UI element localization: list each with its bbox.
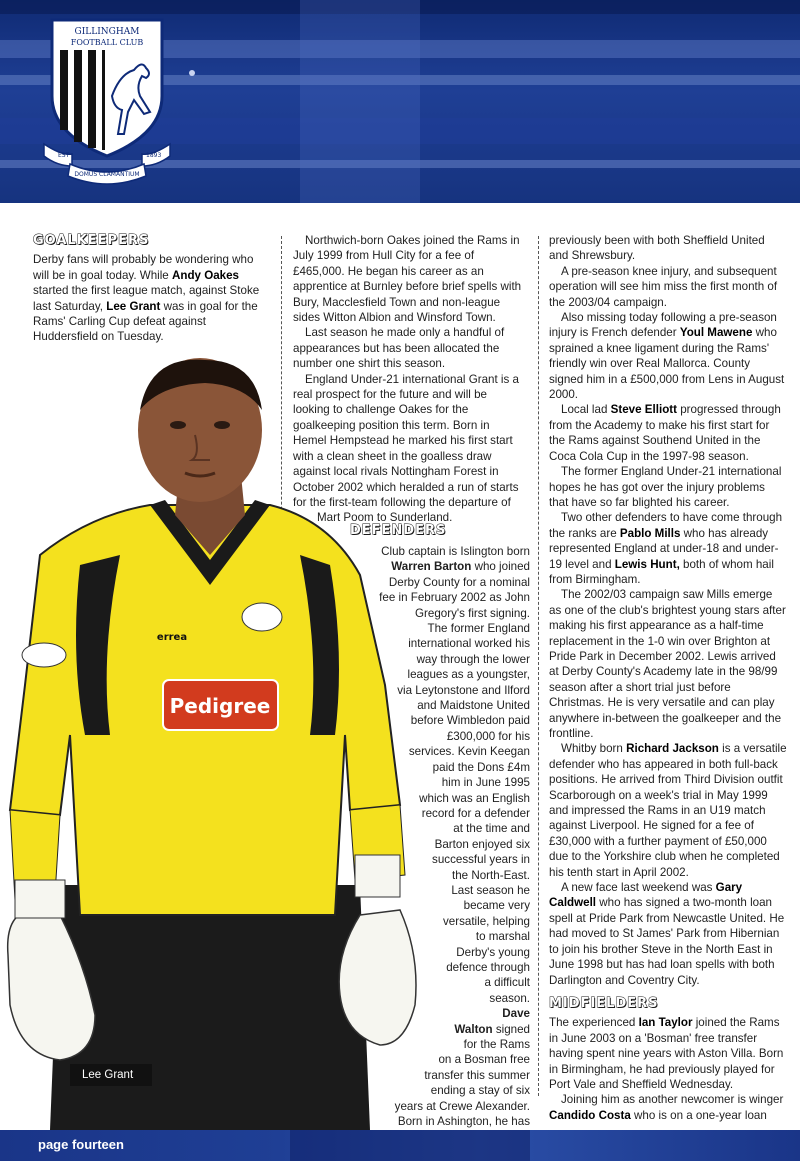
kit-brand-logo: errea [156, 632, 188, 643]
defenders-line: international worked his [408, 637, 530, 651]
defenders-line: at the time and [453, 822, 530, 836]
paragraph: Two other defenders to have come through the ranks are Pablo Mills who has already represented England at under-18 and under-19 level and Lewis Hunt, both of whom hail from Birmingham. [549, 511, 783, 586]
defenders-line: Barton enjoyed six [434, 837, 530, 851]
defenders-line: Club captain is Islington born [381, 545, 530, 558]
paragraph: previously been with both Sheffield United and Shrewsbury. [549, 234, 765, 263]
page-number: page fourteen [38, 1137, 124, 1152]
defenders-line: services. Kevin Keegan [408, 745, 530, 759]
defenders-line: defence through [446, 960, 530, 974]
paragraph: Also missing today following a pre-season injury is French defender Youl Mawene who sprained a knee ligament during the Rams' friendly win over Real Mallorca. County signed him in a £500,000 from Lens in August 2000. [549, 311, 785, 402]
header-banner [0, 0, 800, 203]
goalkeepers-heading: GOALKEEPERS [33, 233, 150, 248]
midfielders-heading: MIDFIELDERS [549, 995, 659, 1011]
defenders-line: him in June 1995 [441, 776, 530, 790]
defenders-line: became very [463, 899, 530, 913]
defenders-line: leagues as a youngster, [407, 668, 530, 682]
defenders-line: and Maidstone United [417, 699, 530, 713]
defenders-line: the North-East. [452, 868, 530, 882]
defenders-line: The former England [427, 622, 530, 636]
svg-text:1893: 1893 [146, 152, 162, 159]
defenders-line: ending a stay of six [430, 1084, 530, 1098]
defenders-line: Gregory's first signing. [415, 606, 530, 620]
defenders-continued [549, 233, 787, 1123]
paragraph: England Under-21 international Grant is a real prospect for the future and will be looking to challenge Oakes for the goalkeeping position this term. Born in Hemel Hempstead he marked his first start with a clean sheet in the goalless draw against local rivals Nottingham Forest in October 2002 which heralded a run of starts for the first-team following the departure of [293, 372, 519, 509]
defenders-line: Derby's young [456, 945, 530, 959]
svg-text:DOMUS CLAMANTIUM: DOMUS CLAMANTIUM [74, 171, 140, 178]
paragraph: A new face last weekend was Gary Caldwell who has signed a two-month loan spell at Pride Park from Newcastle United. He had moved to St James' Park from Hibernian to join his brother Steve in the North East in June 1998 but has had loan spells with both Darlington and Coventry City. [549, 881, 785, 987]
paragraph: The 2002/03 campaign saw Mills emerge as one of the club's brightest young stars after making his first appearance as a half-time replacement in the 1-0 win over Brighton at Pride Park in December 2002. Lewis arrived at Derby County's Academy late in the 98/99 season after a short trial just before Christmas. He is very versatile and can play anywhere in-between the goalkeeper and the frontline. [549, 588, 786, 740]
defenders-line: years at Crewe Alexander. [394, 1099, 530, 1113]
paragraph: Local lad Steve Elliott progressed through from the Academy to make his first start for the Rams against Southend United in the Coca Cola Cup in the 1997-98 season. [549, 403, 781, 463]
paragraph: A pre-season knee injury, and subsequent operation will see him miss the first month of the 2003/04 campaign. [549, 264, 778, 309]
defenders-line: way through the lower [416, 652, 530, 666]
defenders-line: a difficult [484, 976, 530, 990]
defenders-line: for the Rams [463, 1038, 530, 1051]
defenders-line: £300,000 for his [446, 729, 530, 743]
paragraph: Last season he made only a handful of appearances but has been allocated the number one shirt this season. [293, 326, 505, 371]
svg-text:Pedigree: Pedigree [169, 694, 271, 718]
defenders-line: versatile, helping [442, 914, 530, 928]
defenders-line: paid the Dons £4m [432, 760, 530, 774]
page-footer [0, 1130, 800, 1161]
sponsor-logo [163, 680, 278, 730]
svg-text:FOOTBALL CLUB: FOOTBALL CLUB [70, 38, 144, 47]
svg-text:EST: EST [58, 152, 70, 159]
defenders-line: record for a defender [421, 806, 530, 820]
paragraph: Whitby born Richard Jackson is a versatile defender who has appeared in both full-back positions. He arrived from Third Division outfit Scarborough on a week's trial in May 1999 and impressed the Rams in an U19 match against Liverpool. He signed for a fee of £30,000 with a further payment of £50,000 due to the Yorkshire club when he completed his tenth start in April 2002. [549, 742, 787, 879]
defenders-line: successful years in [432, 853, 530, 867]
club-badge-icon [242, 603, 282, 631]
defenders-line: Born in Ashington, he has [397, 1115, 530, 1129]
defenders-line: Dave [502, 1007, 530, 1021]
paragraph: The experienced Ian Taylor joined the Rams in June 2003 on a 'Bosman' free transfer having spent nine years with Aston Villa. Born in Birmingham, he had previously played for Port Vale and Sheffield Wednesday. [549, 1016, 784, 1091]
photo-caption: Lee Grant [70, 1064, 152, 1086]
defenders-line: which was an English [419, 791, 530, 805]
paragraph: Mart Poom to Sunderland. [317, 511, 453, 525]
player-photo [0, 355, 430, 1130]
sleeve-badge-icon [22, 643, 66, 667]
club-crest-logo [42, 16, 172, 188]
defenders-heading: DEFENDERS [350, 523, 447, 538]
defenders-line: season. [489, 991, 530, 1005]
goalkeepers-section [33, 233, 265, 345]
defenders-line: Last season he [451, 883, 530, 897]
defenders-line: to marshal [475, 930, 530, 944]
defenders-line: Warren Barton who joined [391, 560, 530, 574]
defenders-line: via Leytonstone and Ilford [397, 683, 530, 697]
paragraph: The former England Under-21 international hopes he has got over the injury problems that have so far blighted his career. [549, 465, 782, 509]
paragraph: Joining him as another newcomer is winger Candido Costa who is on a one-year loan [549, 1093, 784, 1122]
goalkeepers-intro: Derby fans will probably be wondering who will be in goal today. While Andy Oakes started the first league match, against Stoke last Saturday, Lee Grant was in goal for the Rams' Carling Cup defeat against Huddersfield on Tuesday. [33, 253, 260, 344]
defenders-line: on a Bosman free [438, 1053, 530, 1067]
defenders-line: Walton signed [454, 1022, 530, 1036]
column-divider [538, 236, 539, 1096]
defenders-line: fee in February 2002 as John [379, 591, 530, 605]
paragraph: Northwich-born Oakes joined the Rams in July 1999 from Hull City for a fee of £465,000. He began his career as an apprentice at Burnley before brief spells with Bury, Macclesfield Town and non-league sides Witton Albion and Winsford Town. [293, 234, 522, 325]
defenders-line: Derby County for a nominal [388, 575, 530, 589]
defenders-line: before Wimbledon paid [410, 714, 530, 728]
svg-text:GILLINGHAM: GILLINGHAM [74, 27, 140, 37]
defenders-line: transfer this summer [424, 1068, 530, 1082]
